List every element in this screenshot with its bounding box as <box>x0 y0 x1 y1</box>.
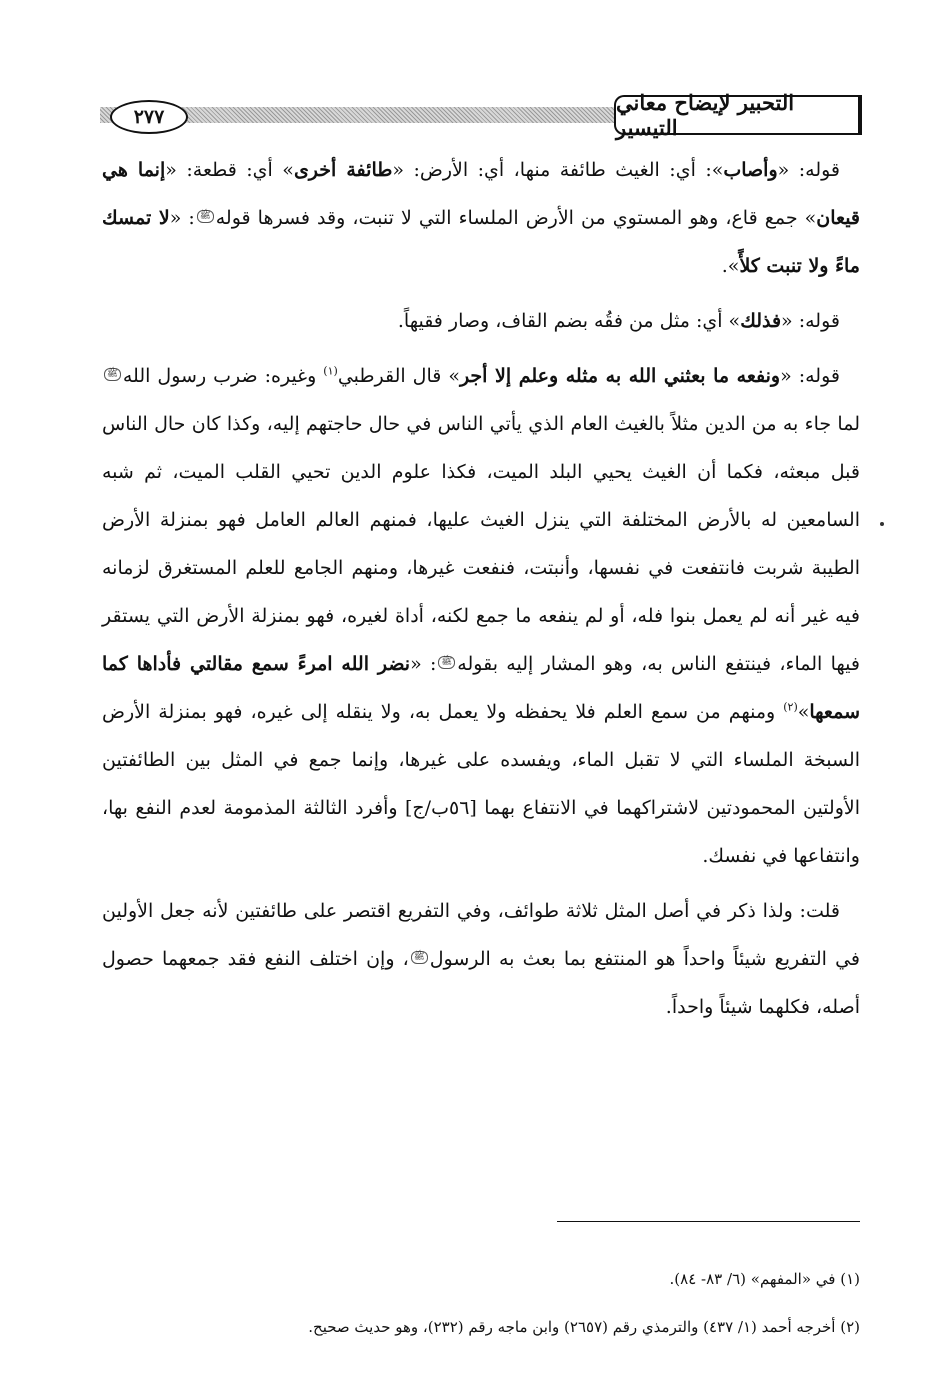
paragraph-1: قوله: «وأصاب»: أي: الغيث طائفة منها، أي: الأرض: «طائفة أخرى» أي: قطعة: «إنما هي قيعان» جمع قاع، وهو المستوي من الأرض الملساء التي لا تنبت، وقد فسرها قولهﷺ: «لا تمسك ماءً ولا تنبت كلأً». <box>102 159 861 277</box>
footnote-ref-2[interactable]: (٢) <box>783 700 798 714</box>
book-title: التحبير لإيضاح معاني التيسير <box>614 95 862 135</box>
footnote-divider <box>557 1221 860 1222</box>
salla-honorific-icon: ﷺ <box>411 951 428 964</box>
quoted-phrase: نضر الله امرءً سمع مقالتي فأداها كما سمعها <box>102 653 860 723</box>
footnote-ref-1[interactable]: (١) <box>323 364 338 378</box>
page-header <box>100 90 862 143</box>
quoted-phrase: لا تمسك ماءً ولا تنبت كلأً <box>102 207 860 277</box>
salla-honorific-icon: ﷺ <box>197 210 214 223</box>
quoted-phrase: وأصاب <box>723 159 778 181</box>
footnotes <box>102 1255 860 1351</box>
paragraph-2: قوله: «فذلك» أي: مثل من فقُه بضم القاف، وصار فقيهاً. <box>397 310 840 332</box>
salla-honorific-icon: ﷺ <box>104 368 121 381</box>
quoted-phrase: ونفعه ما بعثني الله به مثله وعلم إلا أجر <box>459 365 781 387</box>
footnote-1: (١) في «المفهم» (٦/ ٨٣- ٨٤). <box>669 1270 860 1288</box>
page-number: ٢٧٧ <box>110 100 188 134</box>
margin-dot <box>880 522 884 526</box>
paragraph-3: قوله: «ونفعه ما بعثني الله به مثله وعلم إلا أجر» قال القرطبي$^{(١)}$ وغيره: ضرب رسول اللهﷺ لما جاء به من الدين مثلاً بالغيث العام الذي يأتي الناس في حال حاجتهم إليه، وكذا كان حال الناس قبل مبعثه، فكما أن الغيث يحيي البلد الميت، فكذا علوم الدين تحيي القلب الميت، ثم شبه السامعين له بالأرض المختلفة التي ينزل الغيث عليها، فمنهم العالم العامل فهو بمنزلة الأرض الطيبة شربت فانتفعت في نفسها، وأنبتت، فنفعت غيرها، ومنهم الجامع للعلم المستغرق لزمانه فيه غير أنه لم يعمل بنوا فله، أو لم ينفعه ما جمع لكنه، أداة لغيره، فهو بمنزلة الأرض التي يستقر فيها الماء، فينتفع الناس به، وهو المشار إليه بقولهﷺ: «نضر الله امرءً سمع مقالتي فأداها كما سمعها»$^{(٢)}$ ومنهم من سمع العلم فلا يحفظه ولا يعمل به، ولا ينقله إلى غيره، فهو بمنزلة الأرض السبخة الملساء التي لا تقبل الماء، ويفسده على غيرها، وإنما جمع في المثل بين الطائفتين الأولتين المحمودتين لاشتراكهما في الانتفاع بهما [٥٦ب/ج] وأفرد الثالثة المذمومة لعدم النفع بها، وانتفاعها في نفسك. <box>102 364 860 867</box>
quoted-phrase: إنما هي قيعان <box>102 159 861 229</box>
quoted-phrase: فذلك <box>740 310 782 332</box>
salla-honorific-icon: ﷺ <box>438 656 455 669</box>
quoted-phrase: طائفة أخرى <box>293 159 393 181</box>
main-text <box>102 146 860 1031</box>
footnote-2: (٢) أخرجه أحمد (١/ ٤٣٧) والترمذي رقم (٢٦٥٧) وابن ماجه رقم (٢٣٢)، وهو حديث صحيح. <box>308 1318 860 1336</box>
paragraph-4: قلت: ولذا ذكر في أصل المثل ثلاثة طوائف، وفي التفريع اقتصر على طائفتين لأنه جعل الأولين في التفريع شيئاً واحداً هو المنتفع بما بعث به الرسولﷺ، وإن اختلف النفع فقد جمعهما حصول أصله، فكلهما شيئاً واحداً. <box>102 900 861 1018</box>
